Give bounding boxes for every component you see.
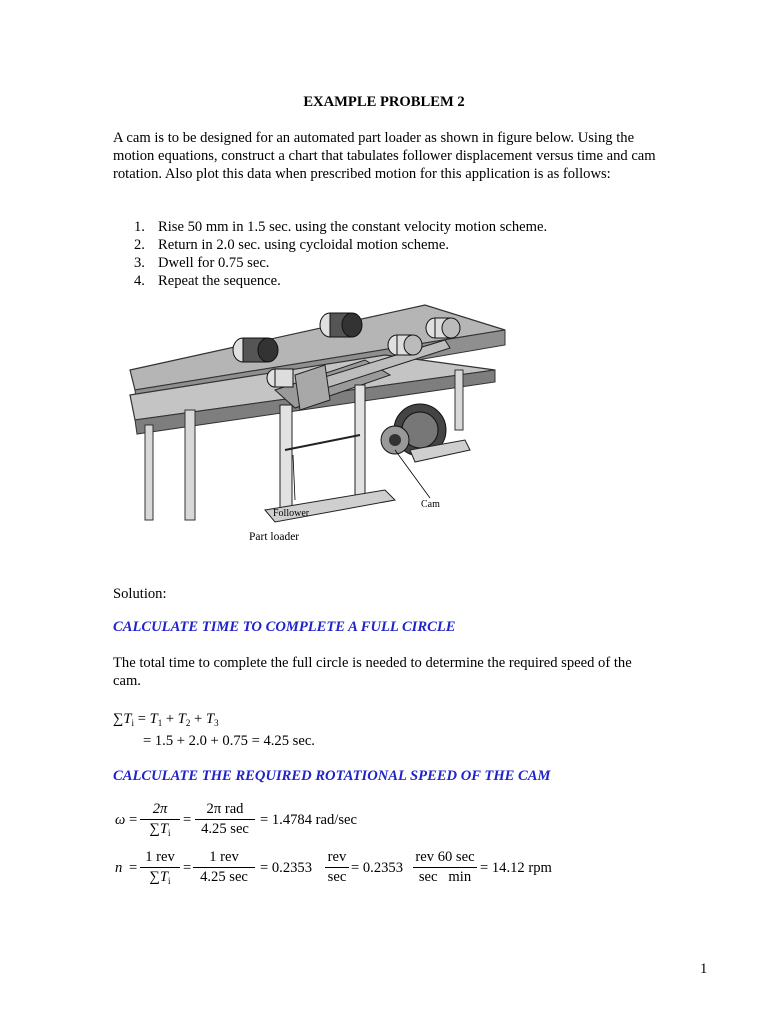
figure-caption: Part loader (249, 531, 300, 543)
list-item: 2. Return in 2.0 sec. using cycloidal motion scheme. (134, 237, 450, 253)
list-item: 3. Dwell for 0.75 sec. (134, 255, 270, 271)
intro-paragraph: A cam is to be designed for an automated part loader as shown in figure below. Using the motion equations, construct a chart that tabulates follower displacement versus time and cam rotation. Also plot this data when prescribed motion for this application is as follows: (113, 130, 656, 182)
page-number: 1 (700, 961, 708, 977)
heading-rotational-speed: CALCULATE THE REQUIRED ROTATIONAL SPEED OF THE CAM (113, 768, 551, 784)
part-loader-illustration (125, 300, 525, 550)
list-item: 4. Repeat the sequence. (134, 273, 281, 289)
omega-equation: ω = 2π $\sum T_i$ = 2π rad 4.25 sec = 1.4784 rad/sec (115, 801, 357, 838)
steps-list (134, 218, 547, 290)
solution-label: Solution: (113, 586, 167, 602)
list-item: 1. Rise 50 mm in 1.5 sec. using the constant velocity motion scheme. (134, 219, 548, 235)
heading-full-circle: CALCULATE TIME TO COMPLETE A FULL CIRCLE (113, 619, 456, 635)
part-loader-figure (125, 300, 525, 550)
cam-label: Cam (421, 499, 440, 510)
rpm-equation: n = 1 rev $\sum T_i$ = 1 rev 4.25 sec = 0.2353 rev sec = 0.2353 rev 60 sec sec min = 14.12 rpm (115, 849, 552, 886)
full-circle-paragraph: The total time to complete the full circle is needed to determine the required speed of the cam. (113, 655, 632, 689)
follower-label: Follower (273, 508, 310, 519)
page-title: EXAMPLE PROBLEM 2 (303, 94, 465, 110)
sum-time-result: = 1.5 + 2.0 + 0.75 = 4.25 sec. (143, 733, 315, 749)
sum-time-equation: $\sum T_i = T_1 + T_2 + T_3$ (113, 711, 219, 728)
